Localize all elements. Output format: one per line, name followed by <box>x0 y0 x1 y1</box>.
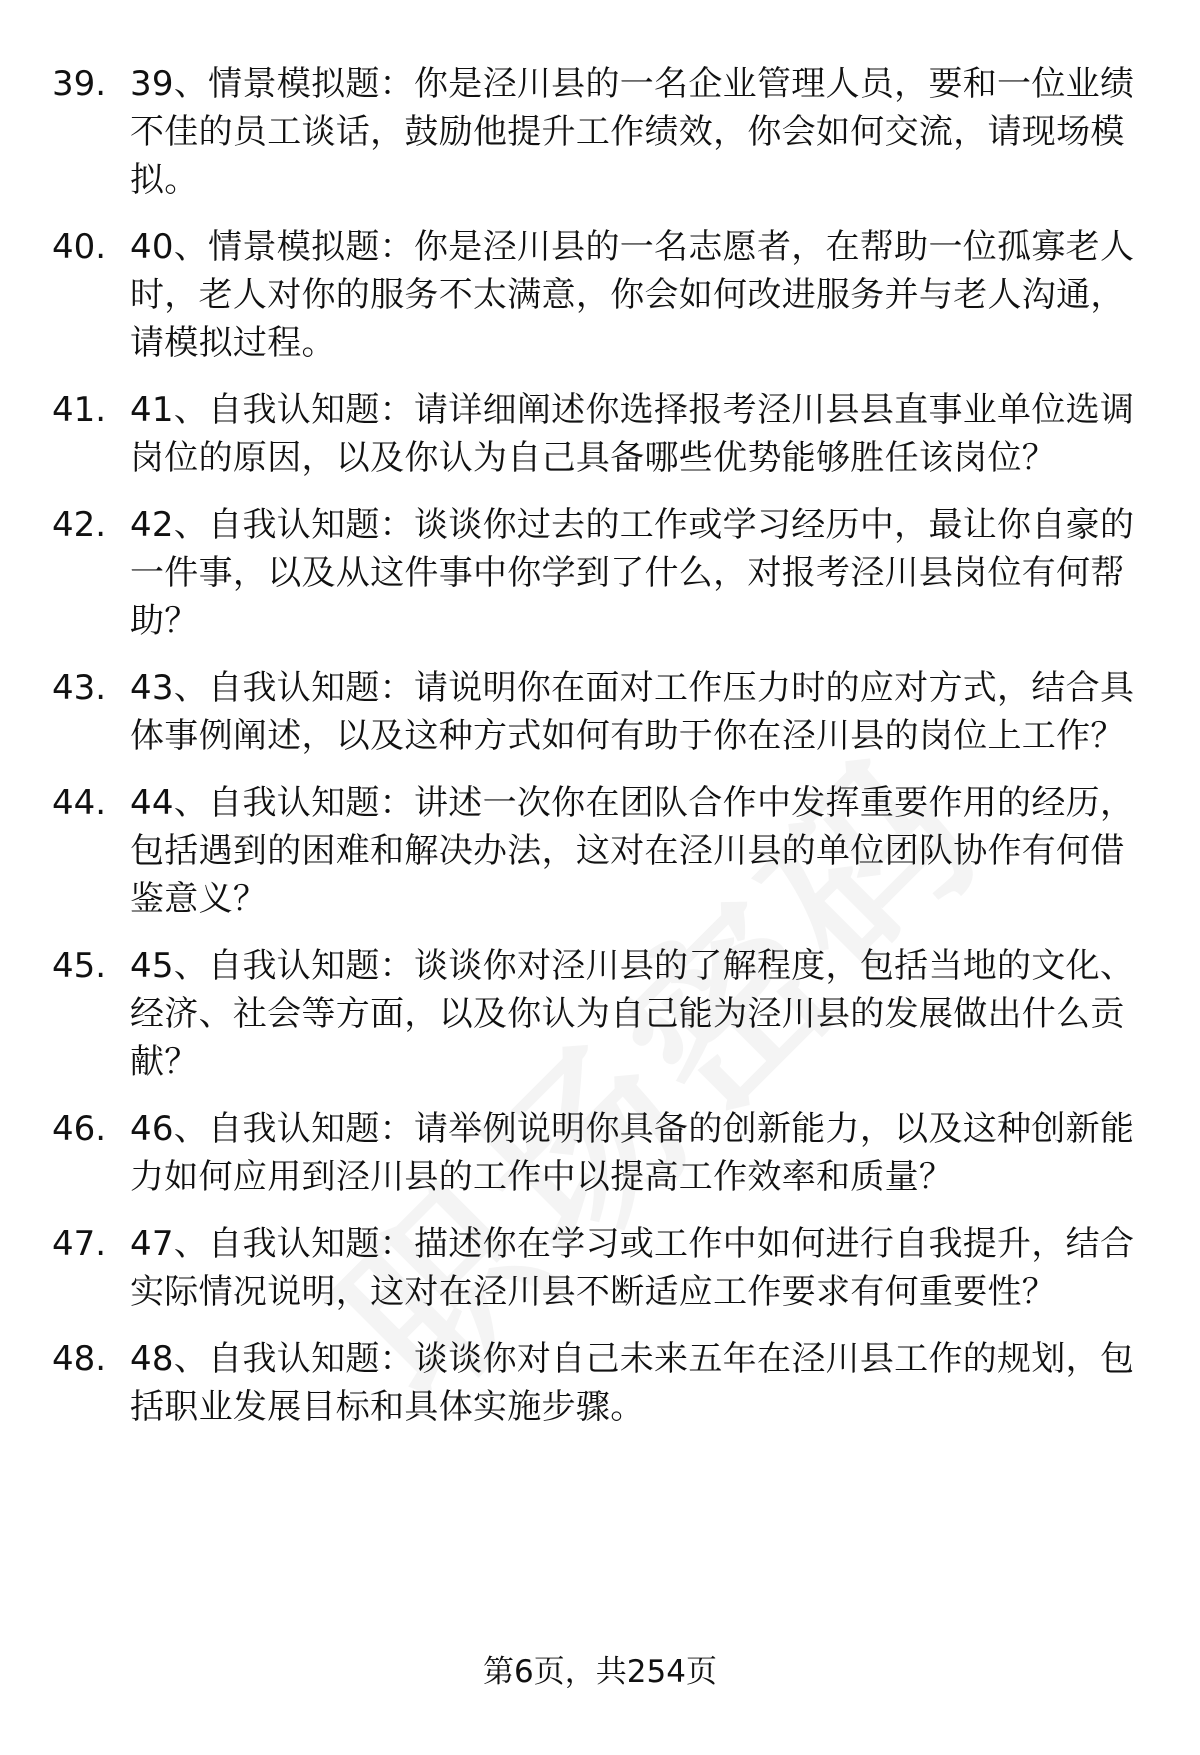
list-item-number: 48. <box>52 1339 107 1379</box>
list-item-text: 43、自我认知题：请说明你在面对工作压力时的应对方式，结合具体事例阐述，以及这种方式如何有助于你在泾川县的岗位上工作？ <box>130 668 1135 756</box>
list-item-text: 41、自我认知题：请详细阐述你选择报考泾川县县直事业单位选调岗位的原因，以及你认为自己具备哪些优势能够胜任该岗位？ <box>130 390 1135 478</box>
list-item <box>52 1220 1152 1316</box>
page-number-footer: 第6页，共254页 <box>483 1654 717 1690</box>
list-item-text: 45、自我认知题：谈谈你对泾川县的了解程度，包括当地的文化、经济、社会等方面，以及你认为自己能为泾川县的发展做出什么贡献？ <box>130 946 1135 1082</box>
list-item <box>52 1105 1152 1201</box>
list-item-number: 41. <box>52 390 107 430</box>
list-item-text: 40、情景模拟题：你是泾川县的一名志愿者，在帮助一位孤寡老人时，老人对你的服务不太满意，你会如何改进服务并与老人沟通，请模拟过程。 <box>130 227 1135 363</box>
list-item-number: 42. <box>52 505 107 545</box>
question-list <box>52 60 1152 1450</box>
list-item-text: 42、自我认知题：谈谈你过去的工作或学习经历中，最让你自豪的一件事，以及从这件事中你学到了什么，对报考泾川县岗位有何帮助？ <box>130 505 1135 641</box>
list-item-number: 44. <box>52 783 107 823</box>
list-item-number: 47. <box>52 1224 107 1264</box>
list-item <box>52 501 1152 645</box>
list-item-text: 48、自我认知题：谈谈你对自己未来五年在泾川县工作的规划，包括职业发展目标和具体实施步骤。 <box>130 1339 1135 1427</box>
list-item-number: 45. <box>52 946 107 986</box>
list-item-number: 46. <box>52 1109 107 1149</box>
list-item <box>52 779 1152 923</box>
list-item-number: 39. <box>52 64 107 104</box>
list-item-text: 39、情景模拟题：你是泾川县的一名企业管理人员，要和一位业绩不佳的员工谈话，鼓励他提升工作绩效，你会如何交流，请现场模拟。 <box>130 64 1135 200</box>
list-item <box>52 223 1152 367</box>
list-item-number: 40. <box>52 227 107 267</box>
list-item-number: 43. <box>52 668 107 708</box>
list-item <box>52 664 1152 760</box>
list-item <box>52 386 1152 482</box>
list-item-text: 46、自我认知题：请举例说明你具备的创新能力，以及这种创新能力如何应用到泾川县的工作中以提高工作效率和质量？ <box>130 1109 1135 1197</box>
list-item <box>52 60 1152 204</box>
list-item <box>52 942 1152 1086</box>
list-item <box>52 1335 1152 1431</box>
list-item-text: 44、自我认知题：讲述一次你在团队合作中发挥重要作用的经历，包括遇到的困难和解决办法，这对在泾川县的单位团队协作有何借鉴意义？ <box>130 783 1135 919</box>
list-item-text: 47、自我认知题：描述你在学习或工作中如何进行自我提升，结合实际情况说明，这对在泾川县不断适应工作要求有何重要性？ <box>130 1224 1135 1312</box>
